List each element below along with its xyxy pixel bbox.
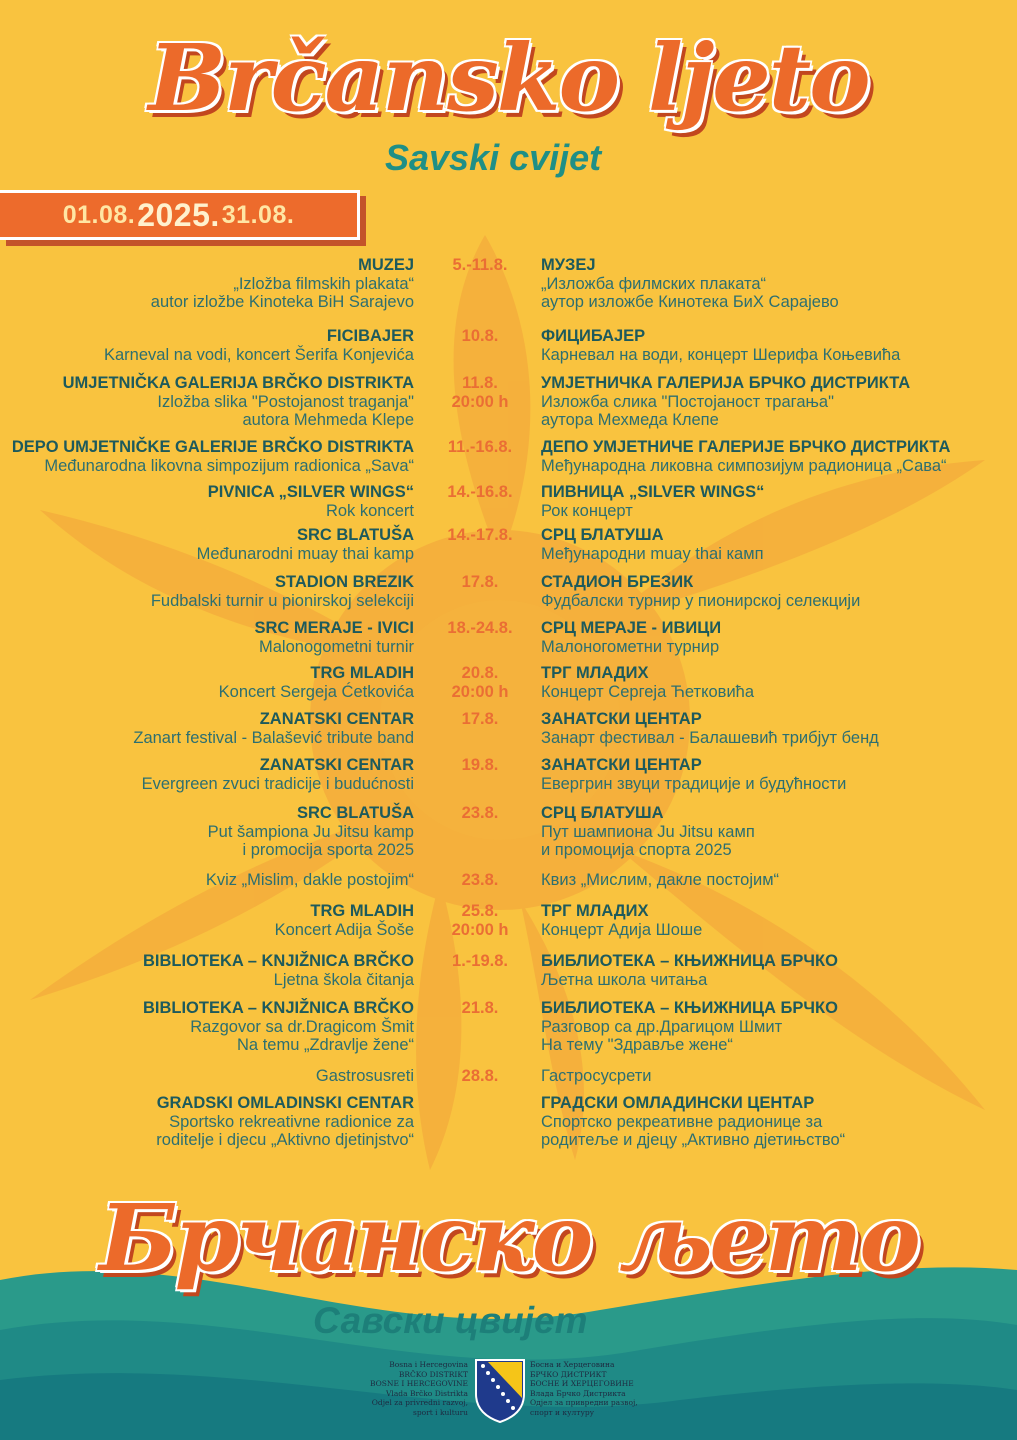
event-latin — [219, 664, 414, 701]
venue-cyrillic: МУЗЕЈ — [541, 256, 596, 274]
description-latin: Međunarodni muay thai kamp — [196, 544, 414, 563]
description-cyrillic: Међународна ликовна симпозијум радионица „Сава“ — [541, 456, 947, 475]
event-cyrillic — [541, 871, 779, 890]
event-cyrillic — [541, 756, 846, 793]
venue-cyrillic: ТРГ МЛАДИХ — [541, 664, 649, 682]
event-date: 11.-16.8. — [447, 438, 513, 456]
event-latin — [316, 1067, 414, 1086]
event-cyrillic — [541, 526, 764, 563]
description-latin: Evergreen zvuci tradicije i budućnosti — [141, 774, 414, 793]
event-latin — [143, 999, 414, 1055]
description-latin: autor izložbe Kinoteka BiH Sarajevo — [150, 293, 414, 311]
subtitle-cyrillic: Савски цвијет — [313, 1300, 588, 1341]
venue-cyrillic: БИБЛИОТЕКА – КЊИЖНИЦА БРЧКО — [541, 999, 838, 1017]
event-date: 17.8. — [461, 710, 499, 728]
description-cyrillic: Фудбалски турнир у пионирској селекцији — [541, 591, 861, 610]
venue-cyrillic: ФИЦИБАЈЕР — [541, 327, 646, 345]
event-dates — [420, 483, 540, 502]
description-cyrillic: Концерт Адија Шоше — [541, 920, 703, 939]
event-cyrillic — [541, 438, 950, 475]
description-cyrillic: Малоногометни турнир — [541, 637, 720, 656]
event-date: 14.-16.8. — [447, 483, 513, 501]
org-line: Влада Брчко Дистрикта — [530, 1388, 626, 1398]
description-cyrillic: Концерт Сергеја Ћетковића — [541, 682, 755, 701]
event-cyrillic — [541, 999, 838, 1055]
event-date: 14.-17.8. — [447, 526, 513, 544]
description-latin: i promocija sporta 2025 — [242, 841, 414, 859]
description-latin: Koncert Sergeja Ćetkovića — [218, 682, 414, 701]
description-latin: autora Mehmeda Klepe — [242, 411, 414, 429]
description-latin: Razgovor sa dr.Dragicom Šmit — [190, 1017, 414, 1036]
venue-latin: BIBLIOTEKA – KNJIŽNICA BRČKO — [142, 952, 414, 970]
event-date: 1.-19.8. — [452, 952, 508, 970]
venue-latin: SRC BLATUŠA — [296, 804, 414, 822]
event-cyrillic — [541, 256, 839, 312]
venue-cyrillic: СРЦ БЛАТУША — [541, 804, 664, 822]
description-latin: Na temu „Zdravlje žene“ — [237, 1036, 414, 1054]
event-dates — [420, 256, 540, 275]
venue-cyrillic: СРЦ БЛАТУША — [541, 526, 664, 544]
event-dates — [420, 871, 540, 890]
event-latin — [208, 483, 414, 520]
description-latin: Gastrosusreti — [315, 1067, 414, 1085]
org-line: спорт и културу — [530, 1407, 595, 1417]
venue-cyrillic: ПИВНИЦА „SILVER WINGS“ — [541, 483, 765, 501]
date-end: 31.08. — [221, 200, 295, 229]
event-dates — [420, 710, 540, 729]
event-date: 23.8. — [461, 804, 499, 822]
event-date: 20.8. — [461, 664, 499, 682]
event-date: 11.8. — [462, 374, 498, 392]
event-latin — [208, 804, 414, 860]
event-dates — [420, 619, 540, 638]
venue-cyrillic: СРЦ МЕРАЈЕ - ИВИЦИ — [541, 619, 722, 637]
event-date: 25.8. — [461, 902, 499, 920]
org-line: БОСНЕ И ХЕРЦЕГОВИНЕ — [530, 1379, 634, 1388]
description-cyrillic: Међународни muay thai камп — [541, 544, 764, 563]
event-date: 10.8. — [461, 327, 499, 345]
description-latin: Kviz „Mislim, dakle postojim“ — [205, 871, 414, 889]
venue-latin: ZANATSKI CENTAR — [259, 756, 414, 774]
venue-latin: FICIBAJER — [326, 327, 414, 345]
event-latin — [197, 526, 414, 563]
description-cyrillic: родитеље и дјецу „Активно дјетињство“ — [541, 1131, 846, 1149]
organizer-text-latin — [358, 1360, 468, 1417]
event-date: 19.8. — [461, 756, 499, 774]
event-dates — [420, 327, 540, 346]
event-dates — [420, 999, 540, 1018]
description-cyrillic: „Изложба филмских плаката“ — [541, 274, 767, 293]
description-cyrillic: Пут шампиона Ju Jitsu камп — [541, 822, 755, 841]
description-cyrillic: На тему "Здравље жене“ — [541, 1036, 733, 1054]
event-dates — [420, 902, 540, 939]
event-cyrillic — [541, 483, 764, 520]
event-dates — [420, 1067, 540, 1086]
event-dates — [420, 573, 540, 592]
org-line: Odjel za privredni razvoj, — [371, 1398, 468, 1407]
venue-latin: STADION BREZIK — [274, 573, 414, 591]
org-line: Bosna i Hercegovina — [389, 1360, 468, 1369]
description-cyrillic: и промоција спорта 2025 — [541, 841, 732, 859]
venue-cyrillic: БИБЛИОТЕКА – КЊИЖНИЦА БРЧКО — [541, 952, 838, 970]
event-cyrillic — [541, 804, 755, 860]
event-cyrillic — [541, 710, 879, 747]
description-cyrillic: Спортско рекреативне радионице за — [541, 1112, 823, 1131]
event-cyrillic — [541, 327, 900, 364]
description-latin: „Izložba filmskih plakata“ — [233, 274, 414, 293]
venue-cyrillic: УМЈЕТНИЧКА ГАЛЕРИЈА БРЧКО ДИСТРИКТА — [541, 374, 911, 392]
description-latin: Zanart festival - Balašević tribute band — [133, 728, 414, 747]
date-start: 01.08. — [62, 200, 136, 229]
event-latin — [275, 902, 414, 939]
venue-cyrillic: ЗАНАТСКИ ЦЕНТАР — [541, 756, 702, 774]
description-latin: Izložba slika "Postojanost traganja" — [157, 392, 414, 411]
description-latin: Koncert Adija Šoše — [274, 920, 414, 939]
venue-cyrillic: ЗАНАТСКИ ЦЕНТАР — [541, 710, 702, 728]
event-date: 20:00 h — [451, 392, 509, 411]
title-latin: Brčansko ljeto — [148, 24, 869, 132]
event-dates — [420, 952, 540, 971]
event-dates — [420, 804, 540, 823]
description-cyrillic: Квиз „Мислим, дакле постојим“ — [541, 871, 780, 889]
venue-cyrillic: СТАДИОН БРЕЗИК — [541, 573, 694, 591]
event-date: 5.-11.8. — [452, 256, 508, 274]
event-latin — [143, 952, 414, 989]
event-latin — [63, 374, 414, 430]
venue-latin: BIBLIOTEKA – KNJIŽNICA BRČKO — [142, 999, 414, 1017]
description-latin: Rok koncert — [325, 501, 414, 520]
org-line: sport i kulturu — [413, 1407, 468, 1417]
event-dates — [420, 374, 540, 411]
event-cyrillic — [541, 952, 838, 989]
description-cyrillic: Љетна школа читања — [541, 970, 708, 989]
event-date: 18.-24.8. — [447, 619, 513, 637]
event-latin — [254, 619, 414, 656]
title-cyrillic: Брчанско љето — [99, 1184, 918, 1292]
description-latin: Ljetna škola čitanja — [273, 970, 414, 989]
venue-latin: MUZEJ — [358, 256, 414, 274]
description-cyrillic: Разговор са др.Драгицом Шмит — [541, 1017, 783, 1036]
event-dates — [420, 438, 540, 457]
event-cyrillic — [541, 664, 754, 701]
venue-cyrillic: ТРГ МЛАДИХ — [541, 902, 649, 920]
event-date: 23.8. — [461, 871, 499, 889]
venue-latin: DEPO UMJETNIČKE GALERIJE BRČKO DISTRIKTA — [11, 438, 414, 456]
description-cyrillic: Гастросусрети — [541, 1067, 652, 1085]
description-cyrillic: Занарт фестивал - Балашевић трибјут бенд — [541, 728, 879, 747]
event-dates — [420, 664, 540, 701]
venue-latin: PIVNICA „SILVER WINGS“ — [207, 483, 414, 501]
venue-latin: GRADSKI OMLADINSKI CENTAR — [156, 1094, 414, 1112]
description-cyrillic: Карневал на води, концерт Шерифа Коњевића — [541, 345, 901, 364]
event-latin — [133, 710, 414, 747]
event-latin — [104, 327, 414, 364]
org-line: BRČKO DISTRIKT — [398, 1369, 468, 1379]
event-date: 17.8. — [461, 573, 499, 591]
description-latin: Fudbalski turnir u pionirskoj selekciji — [150, 591, 414, 610]
venue-latin: TRG MLADIH — [310, 664, 414, 682]
event-cyrillic — [541, 573, 860, 610]
org-line: BOSNE I HERCEGOVINE — [369, 1379, 468, 1388]
description-latin: roditelje i djecu „Aktivno djetinjstvo“ — [156, 1131, 414, 1149]
description-cyrillic: Евергрин звуци традиције и будућности — [541, 774, 847, 793]
org-line: БРЧКО ДИСТРИКТ — [530, 1369, 607, 1379]
date-banner — [0, 190, 360, 240]
description-cyrillic: аутор изложбе Кинотека БиХ Сарајево — [541, 293, 839, 311]
org-line: Vlada Brčko Distrikta — [386, 1388, 468, 1398]
date-year: 2025. — [137, 196, 220, 233]
description-cyrillic: Изложба слика "Постојаност трагања" — [541, 392, 834, 411]
event-cyrillic — [541, 374, 910, 430]
event-latin — [142, 756, 414, 793]
description-latin: Karneval na vodi, koncert Šerifa Konjevića — [103, 345, 414, 364]
event-latin — [156, 1094, 414, 1150]
event-cyrillic — [541, 902, 702, 939]
organizer-text-cyrillic — [530, 1360, 640, 1417]
event-date: 28.8. — [461, 1067, 499, 1085]
event-latin — [206, 871, 414, 890]
venue-cyrillic: ГРАДСКИ ОМЛАДИНСКИ ЦЕНТАР — [541, 1094, 815, 1112]
event-cyrillic — [541, 1094, 845, 1150]
coat-of-arms-icon — [474, 1358, 526, 1424]
venue-latin: SRC BLATUŠA — [296, 526, 414, 544]
venue-latin: UMJETNIČKA GALERIJA BRČKO DISTRIKTA — [62, 374, 414, 392]
event-cyrillic — [541, 619, 721, 656]
venue-latin: ZANATSKI CENTAR — [259, 710, 414, 728]
event-latin — [151, 256, 414, 312]
event-cyrillic — [541, 1067, 652, 1086]
venue-cyrillic: ДЕПО УМЈЕТНИЧЕ ГАЛЕРИЈЕ БРЧКО ДИСТРИКТА — [541, 438, 951, 456]
description-latin: Sportsko rekreativne radionice za — [169, 1112, 414, 1131]
description-latin: Put šampiona Ju Jitsu kamp — [207, 822, 414, 841]
description-cyrillic: аутора Мехмеда Клепе — [541, 411, 719, 429]
description-latin: Međunarodna likovna simpozijum radionica „Sava“ — [44, 456, 414, 475]
org-line: Босна и Херцеговина — [530, 1360, 615, 1369]
description-latin: Malonogometni turnir — [259, 637, 414, 656]
event-dates — [420, 526, 540, 545]
org-line: Одјел за привредни развој, — [530, 1398, 638, 1407]
subtitle-latin: Savski cvijet — [385, 137, 602, 178]
event-latin — [12, 438, 414, 475]
description-cyrillic: Рок концерт — [541, 501, 633, 520]
event-latin — [151, 573, 414, 610]
event-date: 20:00 h — [451, 682, 509, 701]
event-date: 21.8. — [461, 999, 499, 1017]
venue-latin: TRG MLADIH — [310, 902, 414, 920]
event-date: 20:00 h — [451, 920, 509, 939]
event-dates — [420, 756, 540, 775]
venue-latin: SRC MERAJE - IVICI — [254, 619, 414, 637]
